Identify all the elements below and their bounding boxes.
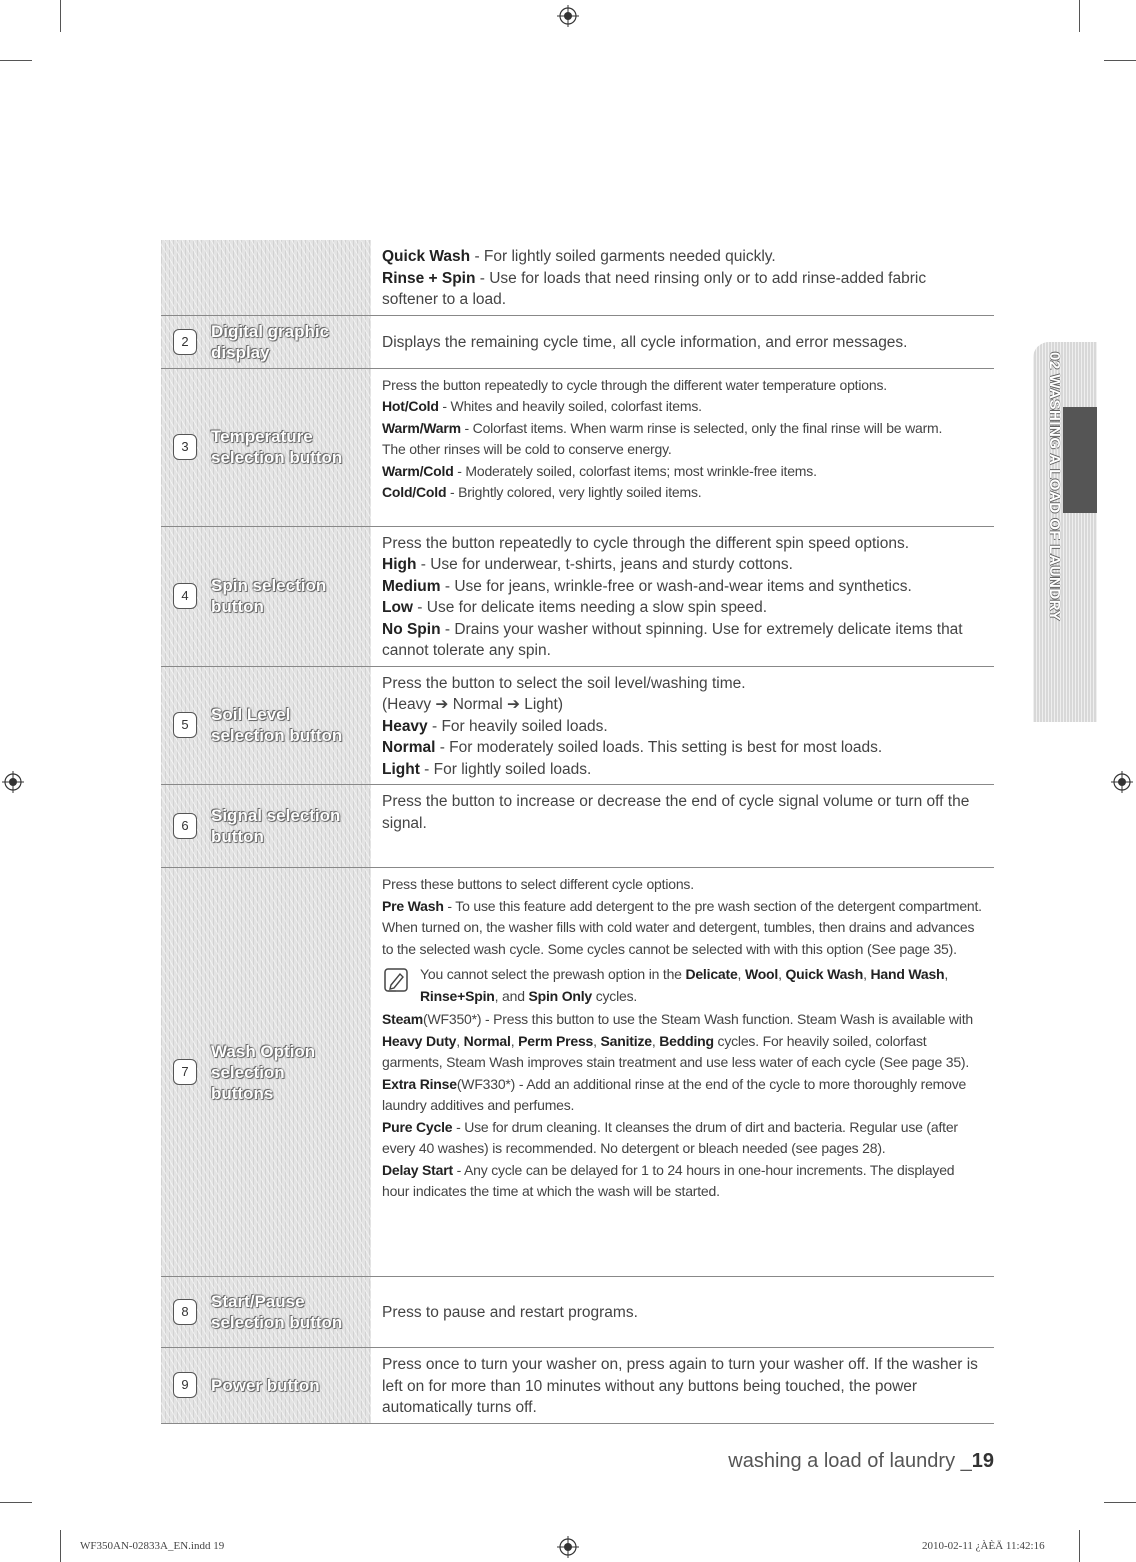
control-label-cell [161,368,371,526]
description-text: (WF350*) - Press this button to use the Steam Wash function. Steam Wash is available with [423,1011,973,1027]
description-text: Press these buttons to select different cycle options. [382,876,694,892]
cycle-name: Delicate [685,966,738,982]
description-text: Press to pause and restart programs. [382,1304,638,1322]
control-name: Wash Option selection buttons [211,1041,316,1103]
control-description-cell [371,368,994,526]
control-name: Temperature selection button [211,427,343,467]
term-label: Bedding [659,1032,714,1049]
description-text: cycles. [592,987,638,1004]
description-text: Press the button repeatedly to cycle through the different water temperature options. [382,376,887,393]
term-label: Warm/Cold [382,462,454,479]
term-label: Low [382,599,413,616]
table-row [161,666,994,785]
crop-mark [60,0,61,32]
description-line [382,576,984,598]
item-number-badge: 4 [173,583,197,609]
cycle-name: Quick Wash [785,966,864,982]
description-text: - For moderately soiled loads. This setting is best for most loads. [435,739,883,756]
description-text: Press once to turn your washer on, press again to turn your washer off. If the washer is left on for more than 10 minutes without any buttons being touched, the power automatically turns off. [382,1356,978,1416]
registration-mark-icon [2,771,24,793]
description-text: - Drains your washer without spinning. Use for extremely delicate items that cannot tolerate any spin. [382,620,963,659]
description-text: , [737,966,745,982]
description-text: - To use this feature add detergent to the pre wash section of the detergent compartment. When turned on, the washer fills with cold water and detergent, tumbles, then drains and advances to the selected wash cycle. Some cycles cannot be selected with with this option (See page 35). [382,897,982,957]
chapter-tab-marker [1063,407,1097,513]
description-text: cycles. For heavily soiled, colorfast garments, Steam Wash improves stain treatment and use less water of each cycle (See page 35). [382,1032,970,1070]
print-datetime: 2010-02-11 ¿ÀÈÄ 11:42:16 [922,1540,1045,1552]
description-text: , [651,1032,660,1049]
description-line [382,439,984,461]
item-number-badge: 5 [173,712,197,738]
description-text: , [510,1032,519,1049]
description-line [382,246,984,268]
description-text: , and [494,987,529,1004]
term-label: High [382,556,417,573]
description-line [382,619,984,662]
control-label-cell [161,1277,371,1348]
crop-mark [1104,1502,1136,1503]
description-line [382,268,984,311]
description-text: - Colorfast items. When warm rinse is selected, only the final rinse will be warm. [460,419,943,436]
table-row [161,1348,994,1424]
description-text: , [778,966,786,982]
description-text: , [863,966,871,982]
crop-mark [1079,0,1080,32]
description-text: - Whites and heavily soiled, colorfast items. [438,398,702,414]
description-text: - Use for drum cleaning. It cleanses the drum of dirt and bacteria. Regular use (after every 40 washes) is recommended. No detergent or bleach needed (see pages 28). [382,1118,958,1156]
description-line [382,396,984,418]
description-line [382,554,984,576]
term-label: No Spin [382,620,441,638]
term-label: Delay Start [382,1161,453,1178]
description-text: - Use for delicate items needing a slow spin speed. [413,599,768,616]
control-description-cell [371,1348,994,1424]
description-line [382,896,984,961]
print-file-info: WF350AN-02833A_EN.indd 19 [80,1540,225,1552]
description-line [382,1074,984,1117]
term-label: Quick Wash [382,248,471,265]
cycle-name: Hand Wash [870,966,945,982]
crop-mark [1104,60,1136,61]
description-line [382,737,984,759]
item-number-badge: 7 [173,1059,197,1085]
control-name: Digital graphic display [211,321,330,362]
note-pencil-icon [382,966,410,994]
table-row [161,368,994,526]
description-line [382,874,984,896]
term-label: Rinse + Spin [382,269,476,287]
note-box [382,964,984,1007]
control-label-cell [161,1348,371,1424]
cycle-name: Wool [744,966,779,982]
term-label: Normal [382,739,436,756]
control-name: Soil Level selection button [211,705,343,746]
table-row [161,315,994,368]
description-text: Press the button to select the soil level/washing time. [382,674,746,692]
description-line [382,482,984,504]
description-line [382,1117,984,1160]
chapter-tab-label: 02 WASHING A LOAD OF LAUNDRY [1046,352,1063,622]
control-label-cell [161,240,371,315]
control-description-cell [371,240,994,315]
description-line [382,418,984,440]
item-number-badge: 8 [173,1299,197,1325]
control-label-cell [161,315,371,368]
description-text: - Use for loads that need rinsing only or to add rinse-added fabric softener to a load. [382,269,927,308]
description-text: - Use for jeans, wrinkle-free or wash-and-wear items and synthetics. [440,577,912,595]
description-line [382,533,984,555]
control-label-cell [161,526,371,666]
term-label: Steam [382,1011,424,1027]
term-label: Medium [382,577,441,595]
control-description-cell [371,785,994,868]
description-text: Press the button repeatedly to cycle through the different spin speed options. [382,534,910,552]
footer-section-title: washing a load of laundry _ [728,1450,972,1472]
crop-mark [1079,1530,1080,1562]
description-line [382,1302,984,1324]
description-line [382,716,984,738]
description-text: Displays the remaining cycle time, all cycle information, and error messages. [382,333,908,351]
description-line [382,375,984,397]
control-label-cell [161,785,371,868]
crop-mark [0,60,32,61]
term-label: Hot/Cold [382,398,439,414]
description-text: - Brightly colored, very lightly soiled items. [446,484,702,500]
control-panel-table [161,240,994,1424]
description-line [382,694,984,716]
page-footer [620,1450,994,1473]
description-text: (Heavy ➔ Normal ➔ Light) [382,696,564,713]
control-label-cell [161,666,371,785]
table-row [161,868,994,1277]
term-label: Heavy Duty [382,1032,457,1049]
description-line [382,1354,984,1419]
description-text: - For heavily soiled loads. [427,717,608,735]
control-description-cell [371,1277,994,1348]
table-row [161,526,994,666]
chapter-side-tab [1033,342,1097,722]
term-label: Warm/Warm [382,419,461,436]
item-number-badge: 6 [173,813,197,839]
description-line [382,673,984,695]
table-row [161,240,994,315]
description-line [382,597,984,619]
description-line [382,461,984,483]
control-description-cell [371,315,994,368]
term-label: Normal [463,1032,511,1049]
control-description-cell [371,526,994,666]
description-text: You cannot select the prewash option in the [420,966,686,982]
description-line [382,332,984,354]
description-line [382,759,984,781]
term-label: Pure Cycle [382,1118,453,1135]
term-label: Cold/Cold [382,484,447,500]
term-label: Light [382,760,420,778]
table-row [161,785,994,868]
description-text: , [456,1032,464,1049]
description-text: - Use for underwear, t-shirts, jeans and sturdy cottons. [416,556,793,573]
control-description-cell [371,868,994,1277]
description-text: - Any cycle can be delayed for 1 to 24 hours in one-hour increments. The displayed hour indicates the time at which the wash will be started. [382,1161,955,1199]
crop-mark [60,1530,61,1562]
term-label: Heavy [382,717,428,735]
term-label: Pre Wash [382,897,444,914]
cycle-name: Spin Only [528,987,593,1004]
description-text: The other rinses will be cold to conserve energy. [382,441,672,457]
description-line [382,1009,984,1074]
item-number-badge: 2 [173,329,197,355]
description-text: (WF330*) - Add an additional rinse at the end of the cycle to more thoroughly remove laundry additives and perfumes. [382,1075,967,1113]
description-line [382,791,984,834]
control-name: Spin selection button [211,576,327,616]
item-number-badge: 9 [173,1372,197,1398]
note-text [420,964,984,1007]
registration-mark-icon [557,5,579,27]
description-line [382,1160,984,1203]
control-name: Power button [211,1375,320,1395]
description-text: Press the button to increase or decrease the end of cycle signal volume or turn off the signal. [382,793,970,832]
description-text: - For lightly soiled garments needed quickly. [470,248,776,265]
registration-mark-icon [1111,771,1133,793]
table-row [161,1277,994,1348]
term-label: Extra Rinse [382,1075,457,1092]
cycle-name: Rinse+Spin [420,987,495,1004]
control-name: Start/Pause selection button [211,1292,343,1332]
description-text: , [593,1032,601,1049]
control-name: Signal selection button [211,806,341,846]
page-number: 19 [971,1450,994,1472]
item-number-badge: 3 [173,434,197,460]
control-description-cell [371,666,994,785]
registration-mark-icon [557,1536,579,1558]
crop-mark [0,1502,32,1503]
description-text: , [944,966,949,982]
description-text: - For lightly soiled loads. [419,760,592,778]
term-label: Sanitize [600,1032,652,1049]
description-text: - Moderately soiled, colorfast items; most wrinkle-free items. [453,462,817,479]
term-label: Perm Press [518,1032,594,1049]
control-label-cell [161,868,371,1277]
